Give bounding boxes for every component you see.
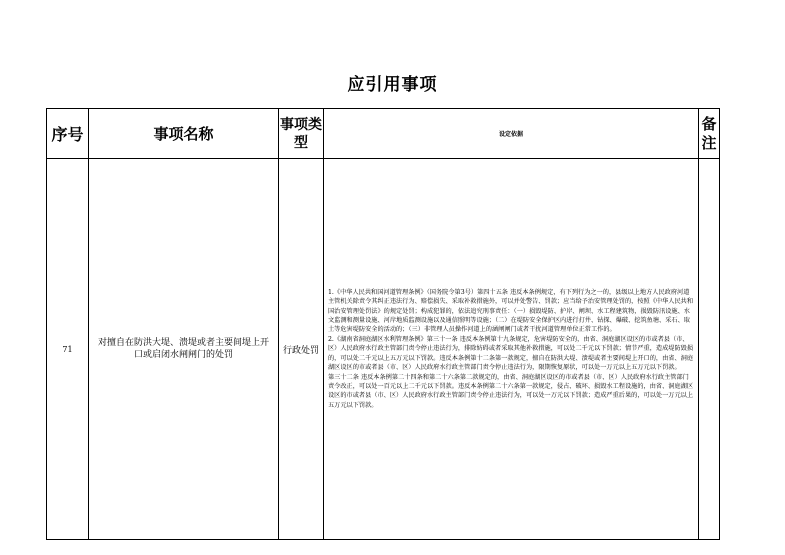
row-seq: 71 xyxy=(47,159,89,540)
basis-paragraph: 1.《中华人民共和国河道管理条例》（国务院令第3号）第四十五条 违反本条例规定，有下列行为之一的，县级以上地方人民政府河道主管机关除责令其纠正违法行为、赔偿损失、采取补救措施外，可以并处警告、罚款；应当给予治安管理处罚的，按照《中华人民共和国治安管理处罚法》的规定处罚；构成犯罪的，依法追究刑事责任：（一）损毁堤防、护岸、闸坝、水工程建筑物，损毁防汛设施、水文监测和测量设施、河岸地质监测设施以及通信照明等设施；（二）在堤防安全保护区内进行打井、钻探、爆破、挖筑鱼塘、采石、取土等危害堤防安全的活动的；（三）非管理人员操作河道上的涵闸闸门或者干扰河道管理单位正常工作的。 xyxy=(328,288,694,334)
row-type: 行政处罚 xyxy=(279,159,324,540)
header-note: 备注 xyxy=(699,109,720,159)
page-title: 应引用事项 xyxy=(347,75,438,95)
items-table xyxy=(46,108,720,540)
row-basis xyxy=(324,159,699,540)
header-row xyxy=(47,109,720,159)
header-name: 事项名称 xyxy=(89,109,279,159)
row-name: 对擅自在防洪大堤、溃堤或者主要间堤上开口或启闭水闸闸门的处罚 xyxy=(89,159,279,540)
basis-paragraph: 第三十二条 违反本条例第二十四条和第二十六条第二款规定的，由省、洞庭湖区设区的市或者县（市、区）人民政府水行政主管部门责令改正，可以处一百元以上二千元以下罚款。违反本条例第二十六条第一款规定，侵占、破坏、损毁水工程设施的，由省、洞庭湖区设区的市或者县（市、区）人民政府水行政主管部门责令停止违法行为，可以处一万元以下罚款；造成严重后果的，可以处一万元以上五万元以下罚款。 xyxy=(328,373,694,409)
header-basis: 设定依据 xyxy=(324,109,699,159)
header-seq: 序号 xyxy=(47,109,89,159)
row-note xyxy=(699,159,720,540)
table-row xyxy=(47,159,720,540)
basis-paragraph: 2.《湖南省洞庭湖区水利管理条例》第三十一条 违反本条例第十九条规定，危害堤防安全的，由省、洞庭湖区设区的市或者县（市、区）人民政府水行政主管部门责令停止违法行为，排除妨碍或者采取其他补救措施，可以处二千元以下罚款；情节严重，造成堤防毁损的，可以处二千元以上五万元以下罚款。违反本条例第十二条第一款规定，擅自在防洪大堤、溃堤或者主要间堤上开口的，由省、洞庭湖区设区的市或者县（市、区）人民政府水行政主管部门责令停止违法行为，限期恢复原状，可以处一万元以上五万元以下罚款。 xyxy=(328,335,694,372)
header-type: 事项类型 xyxy=(279,109,324,159)
